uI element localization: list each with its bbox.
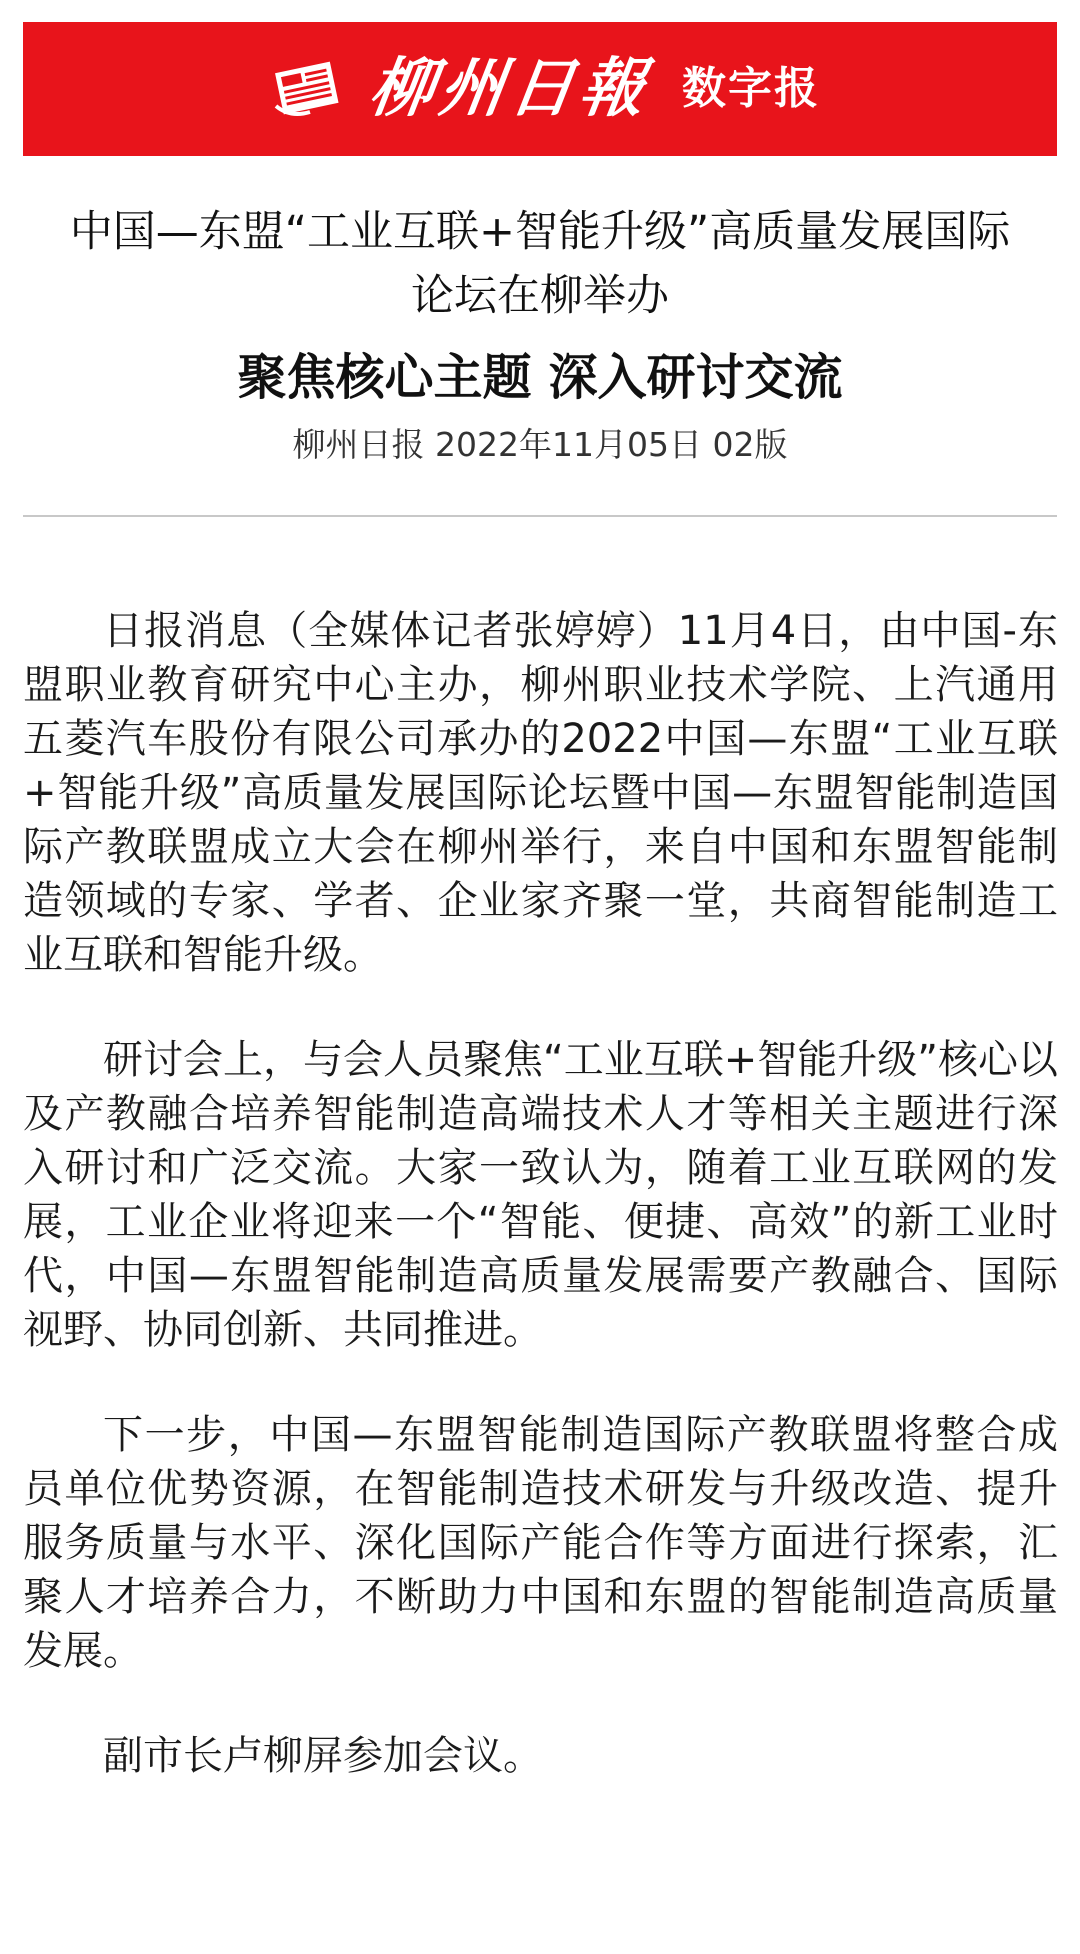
paragraph: 下一步，中国—东盟智能制造国际产教联盟将整合成员单位优势资源，在智能制造技术研发与升级改造、提升服务质量与水平、深化国际产能合作等方面进行探索，汇聚人才培养合力，不断助力中国和东盟的智能制造高质量发展。 [23, 1412, 1058, 1674]
paragraph: 副市长卢柳屏参加会议。 [103, 1733, 543, 1779]
divider [23, 515, 1057, 517]
edition-label: 数字报 [682, 63, 820, 114]
pretitle-line-1: 中国—东盟“工业互联+智能升级”高质量发展国际 [69, 207, 1011, 257]
article-pretitle [23, 200, 1057, 328]
masthead-title: 柳州日報 [364, 51, 656, 126]
article-byline: 柳州日报 2022年11月05日 02版 [292, 425, 788, 464]
newspaper-icon [270, 58, 344, 120]
paragraph: 日报消息（全媒体记者张婷婷）11月4日，由中国-东盟职业教育研究中心主办，柳州职业技术学院、上汽通用五菱汽车股份有限公司承办的2022中国—东盟“工业互联+智能升级”高质量发展国际论坛暨中国—东盟智能制造国际产教联盟成立大会在柳州举行，来自中国和东盟智能制造领域的专家、学者、企业家齐聚一堂，共商智能制造工业互联和智能升级。 [23, 608, 1058, 978]
article-body [23, 604, 1058, 1834]
masthead-banner [23, 22, 1057, 156]
pretitle-line-2: 论坛在柳举办 [411, 271, 669, 321]
paragraph: 研讨会上，与会人员聚焦“工业互联+智能升级”核心以及产教融合培养智能制造高端技术人才等相关主题进行深入研讨和广泛交流。大家一致认为，随着工业互联网的发展，工业企业将迎来一个“智能、便捷、高效”的新工业时代，中国—东盟智能制造高质量发展需要产教融合、国际视野、协同创新、共同推进。 [23, 1037, 1058, 1353]
banner-content [270, 51, 820, 126]
article-main-title: 聚焦核心主题 深入研讨交流 [237, 349, 843, 406]
